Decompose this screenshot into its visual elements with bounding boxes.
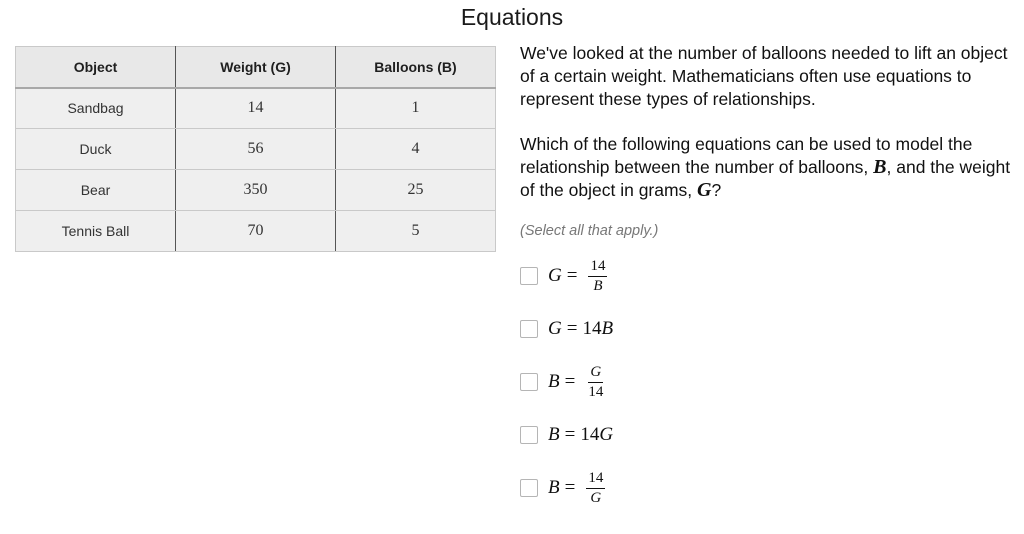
question-intro: We've looked at the number of balloons needed to lift an object of a certain weight. Mathematicians often use equations to represent these types of relationships. [520,43,1008,109]
fraction-numerator: 14 [588,259,607,277]
equation-lhs: B [548,371,560,392]
equation-4 [548,424,613,446]
fraction-denominator: 14 [588,383,604,400]
equation-5 [548,471,605,506]
checkbox-option-5[interactable] [520,479,538,497]
equation-operator: = [566,265,578,286]
equation-1 [548,259,607,294]
data-table [15,46,496,252]
table-row [16,129,496,170]
equation-lhs: B [548,477,560,498]
fraction [586,365,605,400]
page-title: Equations [460,4,564,30]
cell-object: Sandbag [16,88,176,129]
cell-weight: 350 [176,170,336,211]
cell-balloons: 5 [336,211,496,252]
equation-operator: = [564,477,576,498]
cell-weight: 56 [176,129,336,170]
fraction [588,259,607,294]
answer-option-3[interactable] [520,364,613,400]
table-row [16,88,496,129]
equation-2 [548,318,613,340]
fraction-numerator: 14 [586,471,605,489]
equation-coefficient: 14 [580,424,600,445]
equation-lhs: G [548,318,562,339]
checkbox-option-3[interactable] [520,373,538,391]
cell-weight: 70 [176,211,336,252]
answer-option-4[interactable] [520,417,613,453]
cell-balloons: 1 [336,88,496,129]
select-instructions: (Select all that apply.) [520,223,659,239]
cell-object: Tennis Ball [16,211,176,252]
checkbox-option-2[interactable] [520,320,538,338]
equation-3 [548,365,605,400]
prompt-text-1: Which of the following equations can be used to model the relationship between the number of balloons, [520,134,973,177]
equation-operator: = [564,371,576,392]
fraction-denominator: G [590,489,602,506]
equation-lhs: B [548,424,560,445]
equation-variable: B [601,318,614,339]
answer-option-5[interactable] [520,470,613,506]
answer-option-1[interactable] [520,258,613,294]
table-row [16,170,496,211]
column-header-balloons: Balloons (B) [336,47,496,88]
prompt-text-3: ? [711,180,722,200]
equation-variable: G [599,424,614,445]
prompt-text-2: , and the weight of the object in grams, [520,157,1011,200]
question-prompt [520,133,1015,202]
answer-option-2[interactable] [520,311,613,347]
equation-operator: = [564,424,576,445]
checkbox-option-4[interactable] [520,426,538,444]
table-row [16,211,496,252]
fraction-denominator: B [593,277,603,294]
column-header-weight: Weight (G) [176,47,336,88]
equation-operator: = [566,318,578,339]
answer-options [520,258,613,523]
fraction-numerator: G [588,365,603,383]
equation-lhs: G [548,265,562,286]
cell-object: Duck [16,129,176,170]
cell-balloons: 4 [336,129,496,170]
cell-object: Bear [16,170,176,211]
cell-weight: 14 [176,88,336,129]
variable-b: B [873,156,887,178]
table-header-row [16,47,496,88]
equation-coefficient: 14 [582,318,602,339]
variable-g: G [697,179,712,201]
question-content [520,42,1015,243]
fraction [586,471,605,506]
column-header-object: Object [16,47,176,88]
cell-balloons: 25 [336,170,496,211]
checkbox-option-1[interactable] [520,267,538,285]
